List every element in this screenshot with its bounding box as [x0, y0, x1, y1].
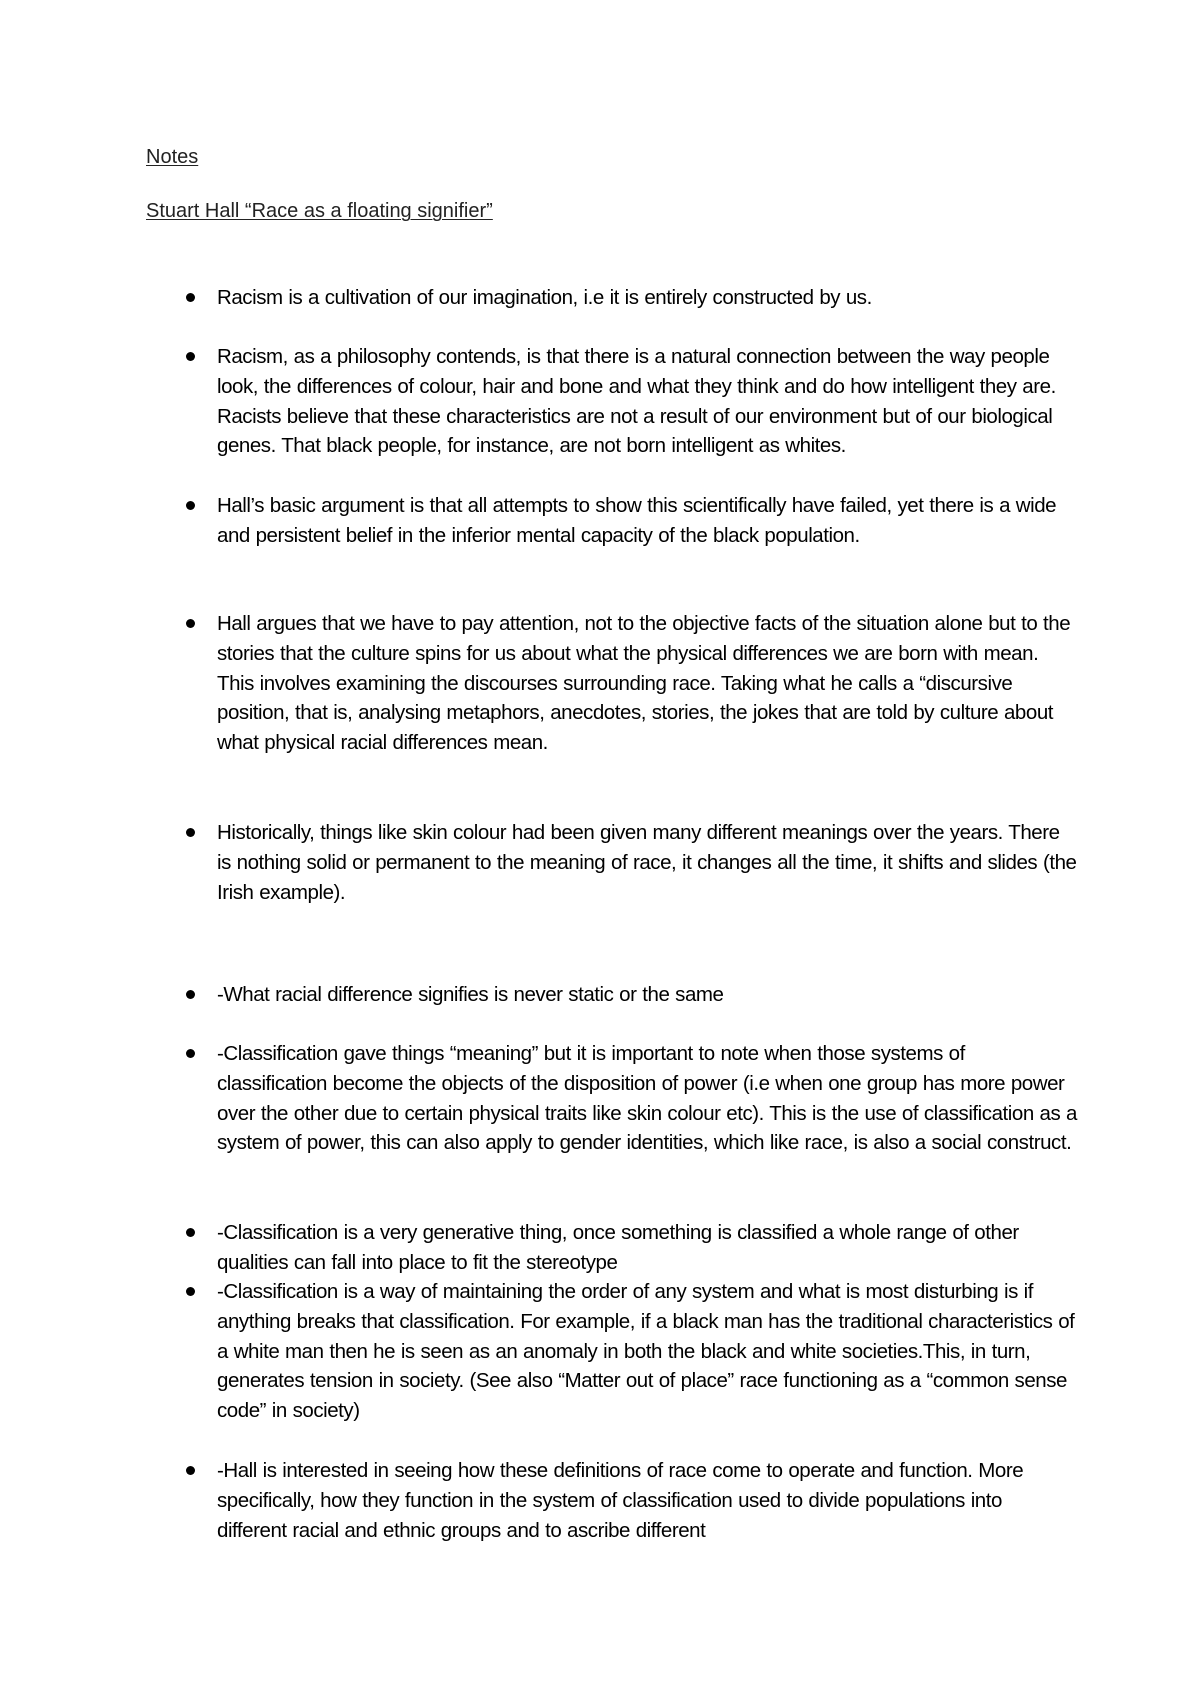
- bullet-dot-icon: [186, 293, 195, 302]
- list-item: [217, 1277, 1077, 1426]
- notes-title: Notes: [146, 146, 199, 168]
- bullet-dot-icon: [186, 352, 195, 361]
- bullet-dot-icon: [186, 828, 195, 837]
- list-item: [217, 342, 1077, 461]
- list-item-text: -Classification is a very generative thing, once something is classified a whole range of other qualities can fall into place to fit the stereotype: [217, 1221, 1019, 1274]
- bullet-dot-icon: [186, 1049, 195, 1058]
- list-item: [217, 609, 1077, 758]
- list-item-text: -Hall is interested in seeing how these definitions of race come to operate and function. More specifically, how they function in the system of classification used to divide populations into different racial and ethnic groups and to ascribe different: [217, 1459, 1024, 1542]
- list-item: [217, 1039, 1077, 1158]
- list-item: [217, 980, 1077, 1010]
- list-item-text: -What racial difference signifies is never static or the same: [217, 983, 724, 1006]
- list-item: [217, 283, 1077, 313]
- bullet-dot-icon: [186, 1228, 195, 1237]
- bullet-dot-icon: [186, 619, 195, 628]
- bullet-dot-icon: [186, 501, 195, 510]
- bullet-dot-icon: [186, 1287, 195, 1296]
- list-item-text: Hall’s basic argument is that all attempts to show this scientifically have failed, yet there is a wide and persistent belief in the inferior mental capacity of the black population.: [217, 494, 1057, 547]
- list-item-text: Racism is a cultivation of our imagination, i.e it is entirely constructed by us.: [217, 286, 872, 309]
- list-item-text: Racism, as a philosophy contends, is that there is a natural connection between the way people look, the differences of colour, hair and bone and what they think and do how intelligent they are. Racists believe that these characteristics are not a result of our environment but of our biological genes. That black people, for instance, are not born intelligent as whites.: [217, 345, 1056, 458]
- list-item: [217, 818, 1077, 907]
- list-item-text: -Classification is a way of maintaining the order of any system and what is most disturbing is if anything breaks that classification. For example, if a black man has the traditional characteristics of a white man then he is seen as an anomaly in both the black and white societies.This, in turn, generates tension in society. (See also “Matter out of place” race functioning as a “common sense code” in society): [217, 1280, 1075, 1423]
- list-item-text: Hall argues that we have to pay attention, not to the objective facts of the situation alone but to the stories that the culture spins for us about what the physical differences we are born with mean. This involves examining the discourses surrounding race. Taking what he calls a “discursive position, that is, analysing metaphors, anecdotes, stories, the jokes that are told by culture about what physical racial differences mean.: [217, 612, 1071, 755]
- list-item-text: -Classification gave things “meaning” but it is important to note when those systems of classification become the objects of the disposition of power (i.e when one group has more power over the other due to certain physical traits like skin colour etc). This is the use of classification as a system of power, this can also apply to gender identities, which like race, is also a social construct.: [217, 1042, 1077, 1155]
- document-subtitle: Stuart Hall “Race as a floating signifier”: [146, 200, 493, 222]
- list-item: [217, 491, 1077, 551]
- bullet-dot-icon: [186, 990, 195, 999]
- bullet-dot-icon: [186, 1466, 195, 1475]
- list-item: [217, 1218, 1077, 1278]
- list-item-text: Historically, things like skin colour had been given many different meanings over the years. There is nothing solid or permanent to the meaning of race, it changes all the time, it shifts and slides (the Irish example).: [217, 821, 1077, 904]
- list-item: [217, 1456, 1077, 1545]
